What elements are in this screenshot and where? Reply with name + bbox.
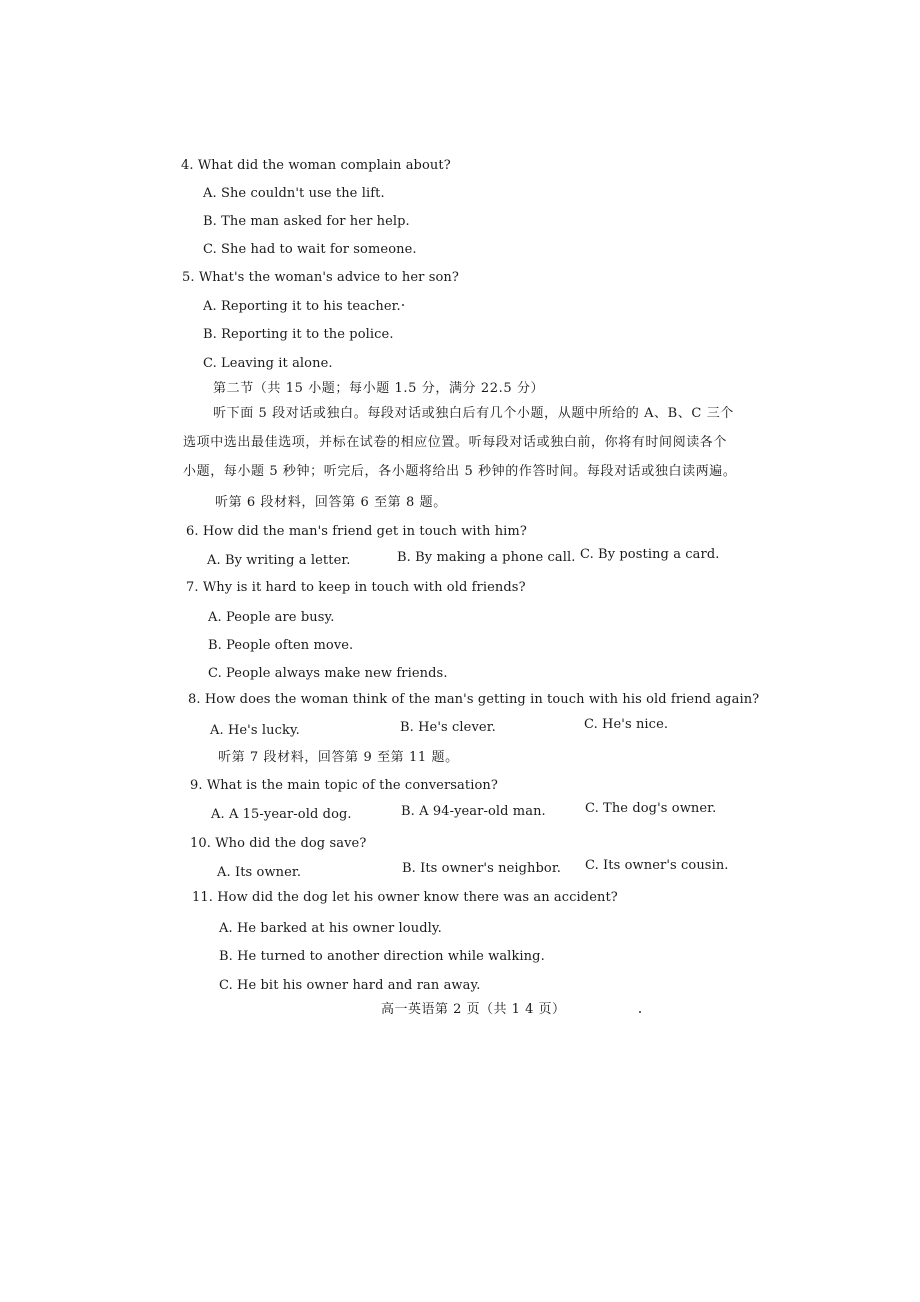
question-10-option-a: A. Its owner. bbox=[217, 865, 302, 880]
question-8-stem: 8. How does the woman think of the man's getting in touch with his old friend again? bbox=[188, 692, 760, 707]
question-8-option-b: B. He's clever. bbox=[400, 720, 496, 735]
question-11-option-b: B. He turned to another direction while walking. bbox=[219, 949, 545, 964]
question-4-option-b: B. The man asked for her help. bbox=[203, 214, 410, 229]
question-5-option-c: C. Leaving it alone. bbox=[203, 356, 333, 371]
question-10-stem: 10. Who did the dog save? bbox=[190, 836, 367, 851]
page-footer: 高一英语第 2 页（共 1 4 页） bbox=[381, 1002, 566, 1017]
passage-6-instruction: 听第 6 段材料，回答第 6 至第 8 题。 bbox=[215, 495, 447, 510]
passage-7-instruction: 听第 7 段材料，回答第 9 至第 11 题。 bbox=[218, 750, 459, 765]
question-9-stem: 9. What is the main topic of the conversation? bbox=[190, 778, 498, 793]
question-6-option-b: B. By making a phone call. bbox=[397, 550, 576, 565]
question-6-option-a: A. By writing a letter. bbox=[207, 553, 351, 568]
question-7-option-a: A. People are busy. bbox=[208, 610, 335, 625]
question-8-option-a: A. He's lucky. bbox=[210, 723, 300, 738]
question-7-option-c: C. People always make new friends. bbox=[208, 666, 448, 681]
section-2-instruction-line-2: 选项中选出最佳选项，并标在试卷的相应位置。听每段对话或独白前，你将有时间阅读各个 bbox=[183, 435, 728, 450]
question-11-option-a: A. He barked at his owner loudly. bbox=[219, 921, 442, 936]
question-5-option-a: A. Reporting it to his teacher. bbox=[203, 299, 401, 314]
question-11-stem: 11. How did the dog let his owner know there was an accident? bbox=[192, 890, 618, 905]
question-5-stem: 5. What's the woman's advice to her son? bbox=[182, 270, 459, 285]
question-4-option-a: A. She couldn't use the lift. bbox=[203, 186, 385, 201]
question-9-option-c: C. The dog's owner. bbox=[585, 801, 717, 816]
question-9-option-a: A. A 15-year-old dog. bbox=[211, 807, 352, 822]
question-8-option-c: C. He's nice. bbox=[584, 717, 669, 732]
question-7-option-b: B. People often move. bbox=[208, 638, 354, 653]
question-9-option-b: B. A 94-year-old man. bbox=[401, 804, 546, 819]
question-4-stem: 4. What did the woman complain about? bbox=[181, 158, 451, 173]
question-11-option-c: C. He bit his owner hard and ran away. bbox=[219, 978, 481, 993]
scan-speck bbox=[639, 1011, 641, 1013]
section-2-instruction-line-3: 小题，每小题 5 秒钟；听完后，各小题将给出 5 秒钟的作答时间。每段对话或独白读两遍。 bbox=[183, 464, 737, 479]
scan-speck bbox=[402, 304, 404, 306]
section-2-heading: 第二节（共 15 小题；每小题 1.5 分，满分 22.5 分） bbox=[213, 381, 545, 396]
section-2-instruction-line-1: 听下面 5 段对话或独白。每段对话或独白后有几个小题，从题中所给的 A、B、C 三个 bbox=[213, 406, 734, 421]
question-5-option-b: B. Reporting it to the police. bbox=[203, 327, 394, 342]
question-6-option-c: C. By posting a card. bbox=[580, 547, 720, 562]
question-6-stem: 6. How did the man's friend get in touch with him? bbox=[186, 524, 527, 539]
question-4-option-c: C. She had to wait for someone. bbox=[203, 242, 417, 257]
question-10-option-b: B. Its owner's neighbor. bbox=[402, 861, 561, 876]
question-7-stem: 7. Why is it hard to keep in touch with old friends? bbox=[186, 580, 526, 595]
question-10-option-c: C. Its owner's cousin. bbox=[585, 858, 729, 873]
